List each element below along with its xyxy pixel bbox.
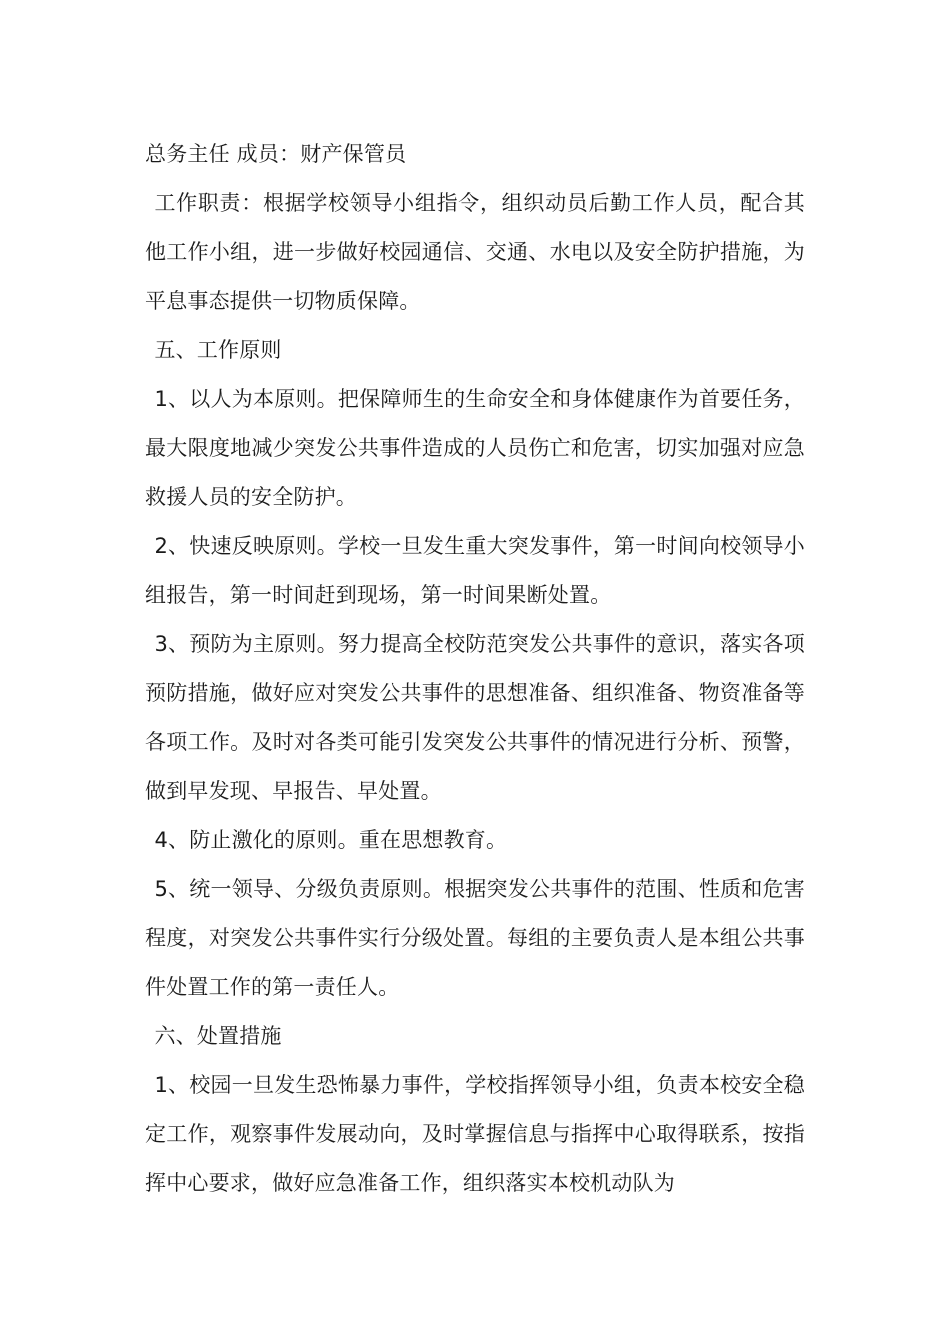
section-heading-disposal-measures: 六、处置措施: [154, 1024, 282, 1048]
paragraph-principle-2: 2、快速反映原则。学校一旦发生重大突发事件，第一时间向校领导小组报告，第一时间赶到现场，第一时间果断处置。: [145, 534, 805, 607]
paragraph-principle-4: 4、防止激化的原则。重在思想教育。: [154, 828, 508, 852]
paragraph-job-duties: 工作职责：根据学校领导小组指令，组织动员后勤工作人员，配合其他工作小组，进一步做好校园通信、交通、水电以及安全防护措施，为平息事态提供一切物质保障。: [145, 191, 805, 313]
paragraph-staff-roles: 总务主任 成员：财产保管员: [145, 142, 407, 166]
paragraph-principle-3: 3、预防为主原则。努力提高全校防范突发公共事件的意识，落实各项预防措施，做好应对突发公共事件的思想准备、组织准备、物资准备等各项工作。及时对各类可能引发突发公共事件的情况进行分析、预警，做到早发现、早报告、早处置。: [145, 632, 805, 803]
document-body: [145, 130, 805, 1208]
paragraph-principle-5: 5、统一领导、分级负责原则。根据突发公共事件的范围、性质和危害程度，对突发公共事件实行分级处置。每组的主要负责人是本组公共事件处置工作的第一责任人。: [145, 877, 805, 999]
section-heading-work-principles: 五、工作原则: [154, 338, 282, 362]
paragraph-measure-1: 1、校园一旦发生恐怖暴力事件，学校指挥领导小组，负责本校安全稳定工作，观察事件发展动向，及时掌握信息与指挥中心取得联系，按指挥中心要求，做好应急准备工作，组织落实本校机动队为: [145, 1073, 805, 1195]
paragraph-principle-1: 1、以人为本原则。把保障师生的生命安全和身体健康作为首要任务，最大限度地减少突发公共事件造成的人员伤亡和危害，切实加强对应急救援人员的安全防护。: [145, 387, 805, 509]
